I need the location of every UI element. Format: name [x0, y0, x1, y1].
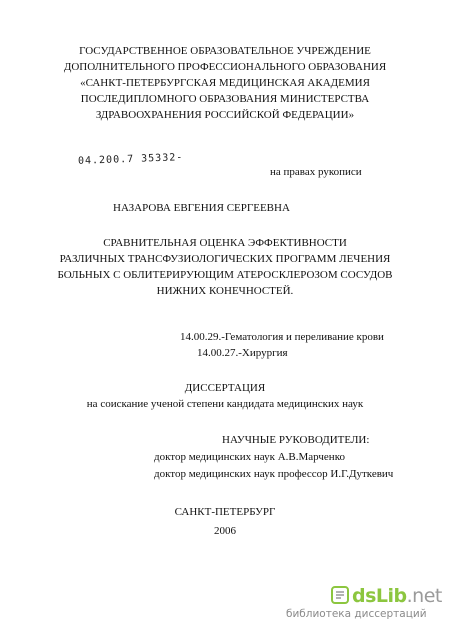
watermark-subtitle: библиотека диссертаций [286, 608, 427, 620]
specialty-line-2: 14.00.27.-Хирургия [197, 347, 288, 359]
title-line-2: РАЗЛИЧНЫХ ТРАНСФУЗИОЛОГИЧЕСКИХ ПРОГРАММ ЛЕЧЕНИЯ [59, 253, 391, 265]
watermark-logo-tld: .net [406, 585, 442, 607]
specialty-line-1: 14.00.29.-Гематология и переливание крови [180, 331, 384, 343]
manuscript-note: на правах рукописи [270, 166, 362, 178]
year: 2006 [214, 525, 236, 537]
institution-line-3: «САНКТ-ПЕТЕРБУРГСКАЯ МЕДИЦИНСКАЯ АКАДЕМИЯ [80, 77, 370, 89]
dslib-logo-icon [331, 586, 349, 604]
institution-line-4: ПОСЛЕДИПЛОМНОГО ОБРАЗОВАНИЯ МИНИСТЕРСТВА [80, 93, 370, 105]
document-type: ДИССЕРТАЦИЯ [184, 382, 266, 394]
author-name: НАЗАРОВА ЕВГЕНИЯ СЕРГЕЕВНА [113, 202, 290, 214]
supervisors-heading: НАУЧНЫЕ РУКОВОДИТЕЛИ: [222, 434, 370, 446]
watermark-logo-main: dsLib [352, 585, 407, 607]
institution-line-5: ЗДРАВООХРАНЕНИЯ РОССИЙСКОЙ ФЕДЕРАЦИИ» [95, 109, 355, 121]
watermark-logo[interactable] [352, 585, 442, 607]
title-line-3: БОЛЬНЫХ С ОБЛИТЕРИРУЮЩИМ АТЕРОСКЛЕРОЗОМ СОСУДОВ [57, 269, 393, 281]
city: САНКТ-ПЕТЕРБУРГ [174, 506, 276, 518]
degree-line: на соискание ученой степени кандидата медицинских наук [86, 398, 364, 410]
institution-line-2: ДОПОЛНИТЕЛЬНОГО ПРОФЕССИОНАЛЬНОГО ОБРАЗОВАНИЯ [63, 61, 387, 73]
supervisor-line-1: доктор медицинских наук А.В.Марченко [154, 451, 345, 463]
title-line-1: СРАВНИТЕЛЬНАЯ ОЦЕНКА ЭФФЕКТИВНОСТИ [103, 237, 347, 249]
library-stamp: 04.200.7 35332- [77, 152, 184, 167]
title-line-4: НИЖНИХ КОНЕЧНОСТЕЙ. [156, 285, 294, 297]
institution-line-1: ГОСУДАРСТВЕННОЕ ОБРАЗОВАТЕЛЬНОЕ УЧРЕЖДЕНИЕ [79, 45, 371, 57]
supervisor-line-2: доктор медицинских наук профессор И.Г.Дуткевич [154, 468, 394, 480]
